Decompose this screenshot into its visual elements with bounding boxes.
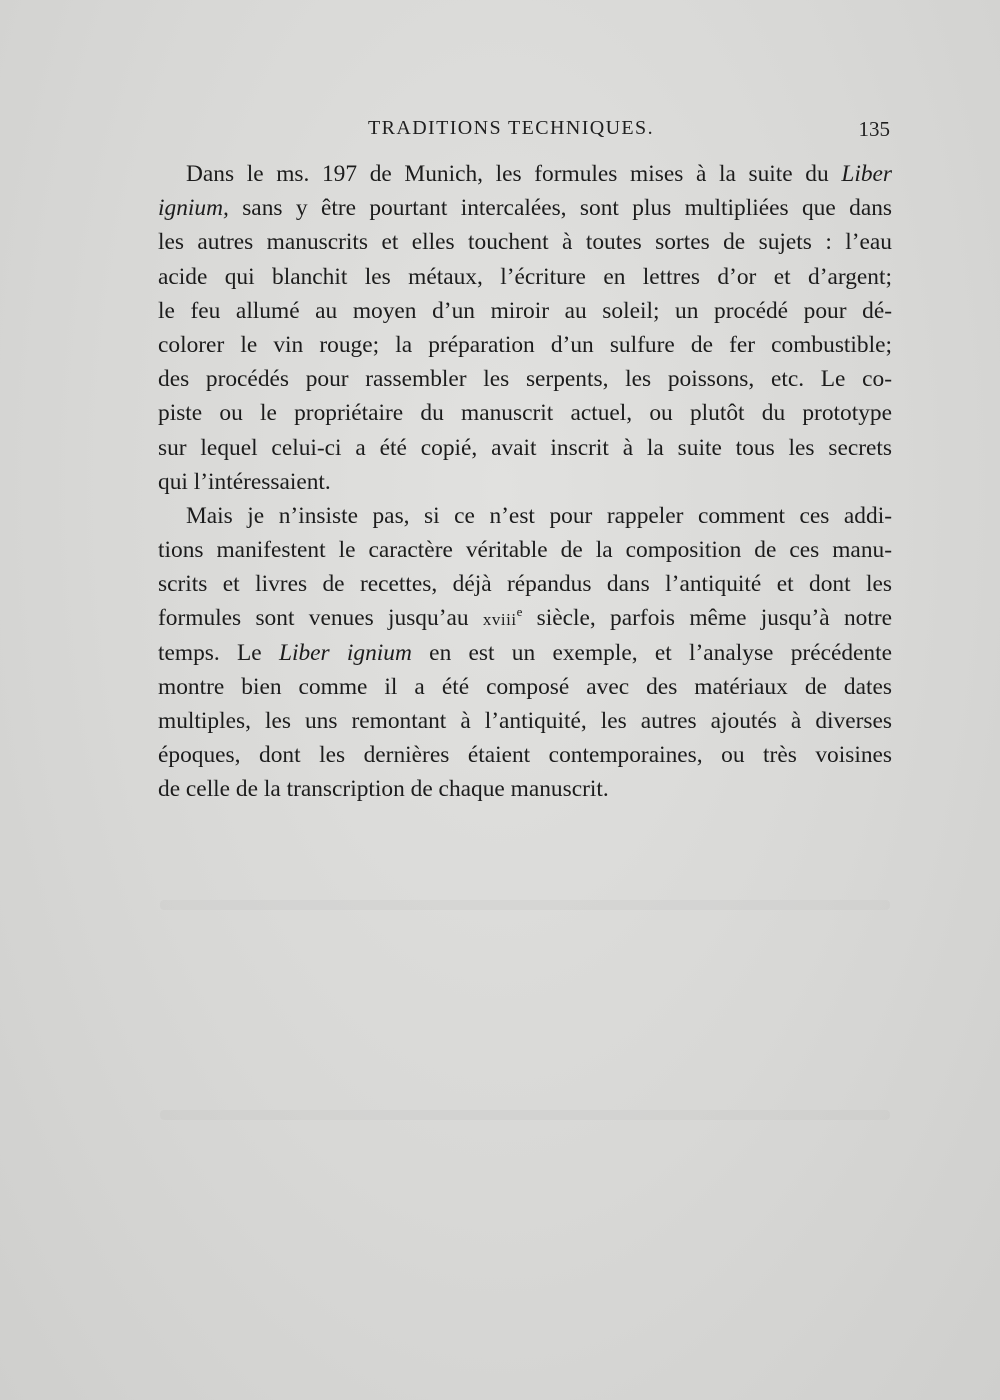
text-line: Mais je n’insiste pas, si ce n’est pour rappeler comment ces addi- [186,502,892,529]
small-caps-numeral: xviii [482,610,517,630]
text-line: scrits et livres de recettes, déjà répandus dans l’antiquité et dont les [158,571,892,598]
text-line: colorer le vin rouge; la préparation d’un sulfure de fer combustible; [158,331,892,358]
text-line: formules sont venues jusqu’au xviii$^e$ siècle, parfois même jusqu’à notre [158,604,892,632]
text-line: qui l’intéressaient. [158,468,331,495]
page-header [158,117,892,143]
text-line: montre bien comme il a été composé avec des matériaux de dates [158,673,892,700]
text-line: piste ou le propriétaire du manuscrit actuel, ou plutôt du prototype [158,400,892,427]
text-line: acide qui blanchit les métaux, l’écriture en lettres d’or et d’argent; [158,263,892,290]
paragraph [158,499,892,807]
text-line: le feu allumé au moyen d’un miroir au soleil; un procédé pour dé- [158,297,892,324]
italic-title: Liber [841,161,892,187]
text-line: temps. Le Liber ignium en est un exemple, et l’analyse précédente [158,639,892,666]
body-text [158,157,892,807]
text-line: ignium, sans y être pourtant intercalées, sont plus multipliées que dans [158,195,892,222]
text-line: des procédés pour rassembler les serpents, les poissons, etc. Le co- [158,366,892,393]
superscript: e [516,604,523,620]
italic-title: ignium, [158,195,229,222]
paragraph [158,157,892,499]
page-number: 135 [858,117,890,141]
text-line: tions manifestent le caractère véritable de la composition de ces manu- [158,537,892,564]
show-through-shadow [160,900,890,910]
show-through-shadow [160,1110,890,1120]
text-line: sur lequel celui-ci a été copié, avait inscrit à la suite tous les secrets [158,434,892,461]
text-line: de celle de la transcription de chaque manuscrit. [158,776,609,803]
running-head: TRADITIONS TECHNIQUES. [368,117,654,139]
text-line: époques, dont les dernières étaient contemporaines, ou très voisines [158,742,892,769]
text-line: les autres manuscrits et elles touchent à toutes sortes de sujets : l’eau [158,229,892,256]
text-line: Dans le ms. 197 de Munich, les formules mises à la suite du Liber [186,161,892,187]
italic-title: Liber ignium [278,639,412,666]
text-line: multiples, les uns remontant à l’antiquité, les autres ajoutés à diverses [158,708,892,734]
